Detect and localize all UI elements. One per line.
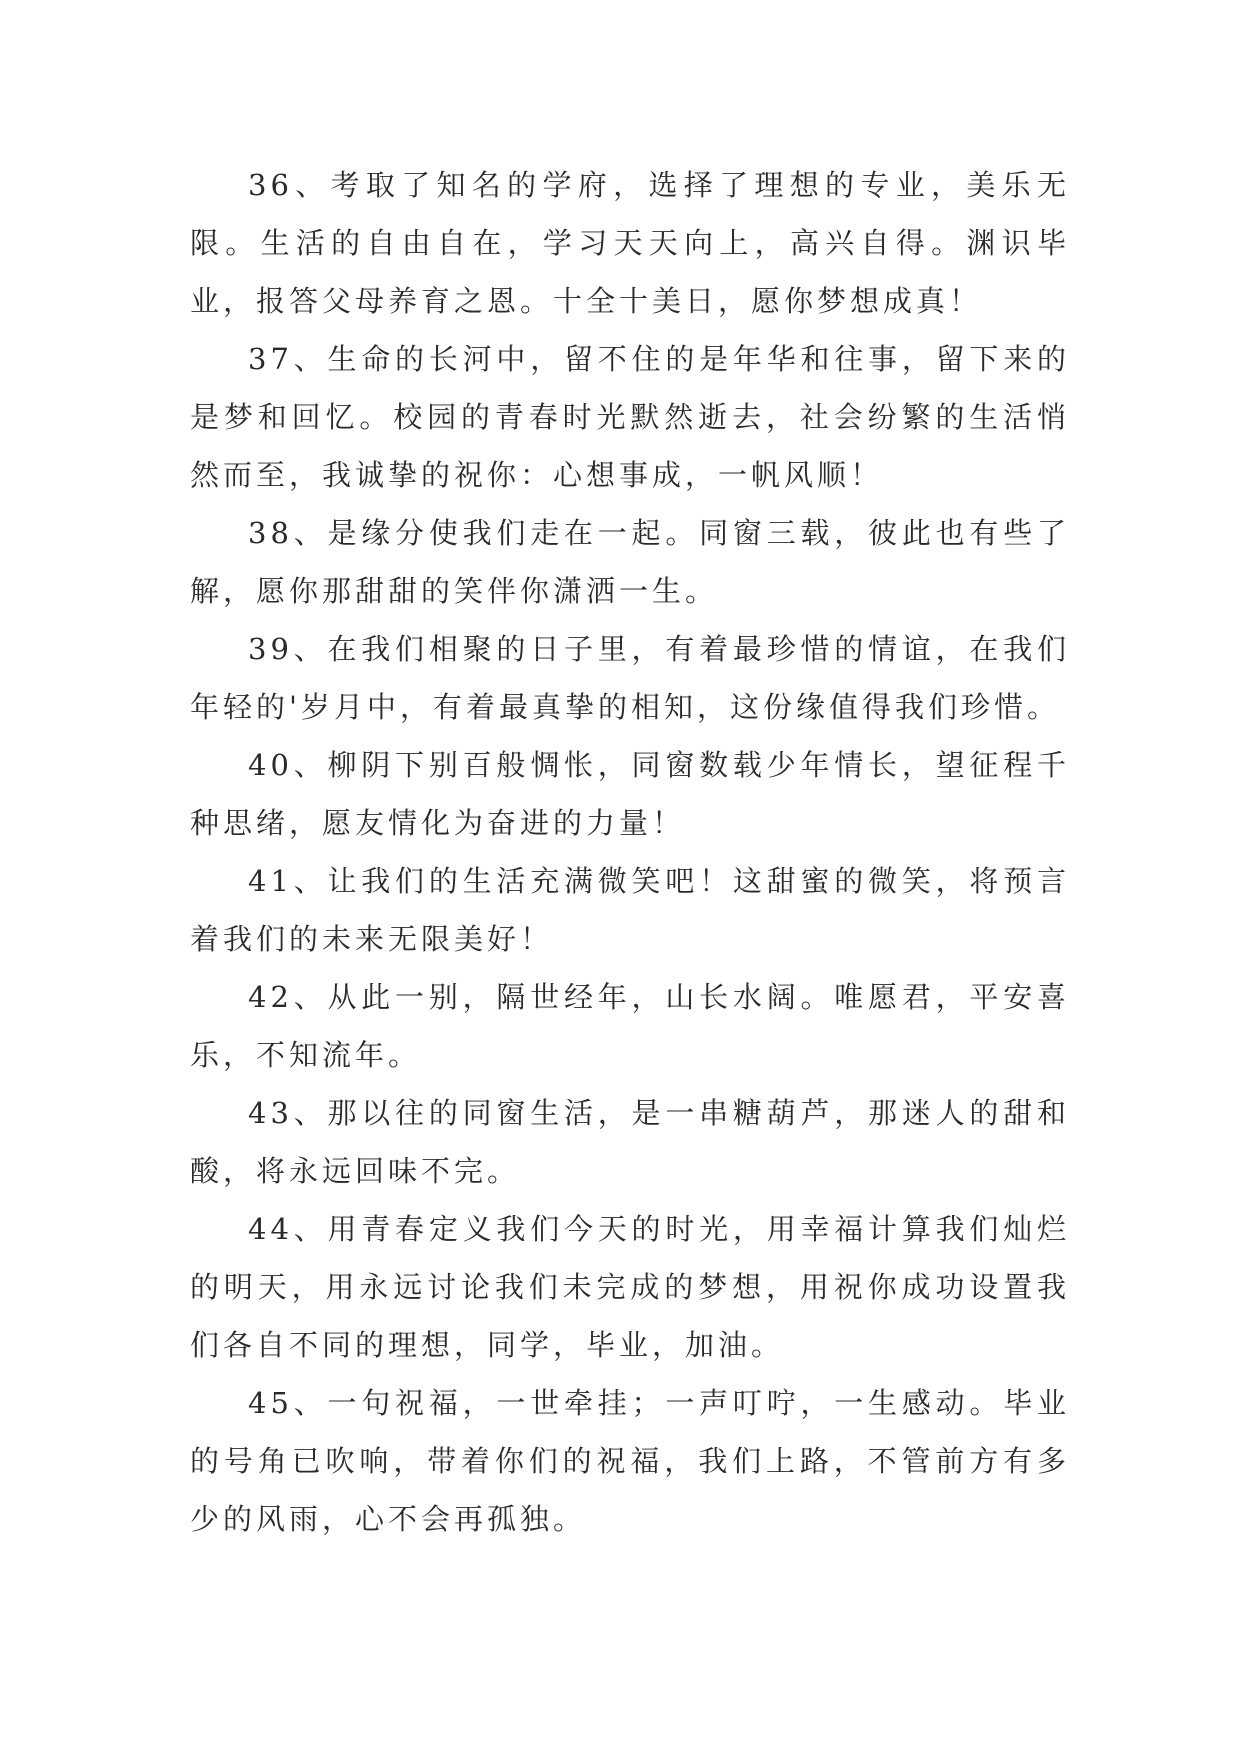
paragraph-41: 41、让我们的生活充满微笑吧！这甜蜜的微笑，将预言着我们的未来无限美好！	[190, 864, 1070, 956]
paragraph-37: 37、生命的长河中，留不住的是年华和往事，留下来的是梦和回忆。校园的青春时光默然逝去，社会纷繁的生活悄然而至，我诚挚的祝你：心想事成，一帆风顺！	[190, 342, 1070, 492]
paragraph-43: 43、那以往的同窗生活，是一串糖葫芦，那迷人的甜和酸，将永远回味不完。	[190, 1096, 1070, 1188]
paragraph-44: 44、用青春定义我们今天的时光，用幸福计算我们灿烂的明天，用永远讨论我们未完成的梦想，用祝你成功设置我们各自不同的理想，同学，毕业，加油。	[190, 1212, 1070, 1362]
paragraph-39: 39、在我们相聚的日子里，有着最珍惜的情谊，在我们年轻的'岁月中，有着最真挚的相知，这份缘值得我们珍惜。	[190, 632, 1070, 724]
paragraph-45: 45、一句祝福，一世牵挂；一声叮咛，一生感动。毕业的号角已吹响，带着你们的祝福，我们上路，不管前方有多少的风雨，心不会再孤独。	[190, 1386, 1070, 1536]
paragraph-38: 38、是缘分使我们走在一起。同窗三载，彼此也有些了解，愿你那甜甜的笑伴你潇洒一生。	[190, 516, 1070, 608]
paragraph-36: 36、考取了知名的学府，选择了理想的专业，美乐无限。生活的自由自在，学习天天向上，高兴自得。渊识毕业，报答父母养育之恩。十全十美日，愿你梦想成真！	[190, 168, 1070, 318]
document-body	[190, 156, 1070, 1548]
paragraph-42: 42、从此一别，隔世经年，山长水阔。唯愿君，平安喜乐，不知流年。	[190, 980, 1070, 1072]
paragraph-40: 40、柳阴下别百般惆怅，同窗数载少年情长，望征程千种思绪，愿友情化为奋进的力量！	[190, 748, 1070, 840]
